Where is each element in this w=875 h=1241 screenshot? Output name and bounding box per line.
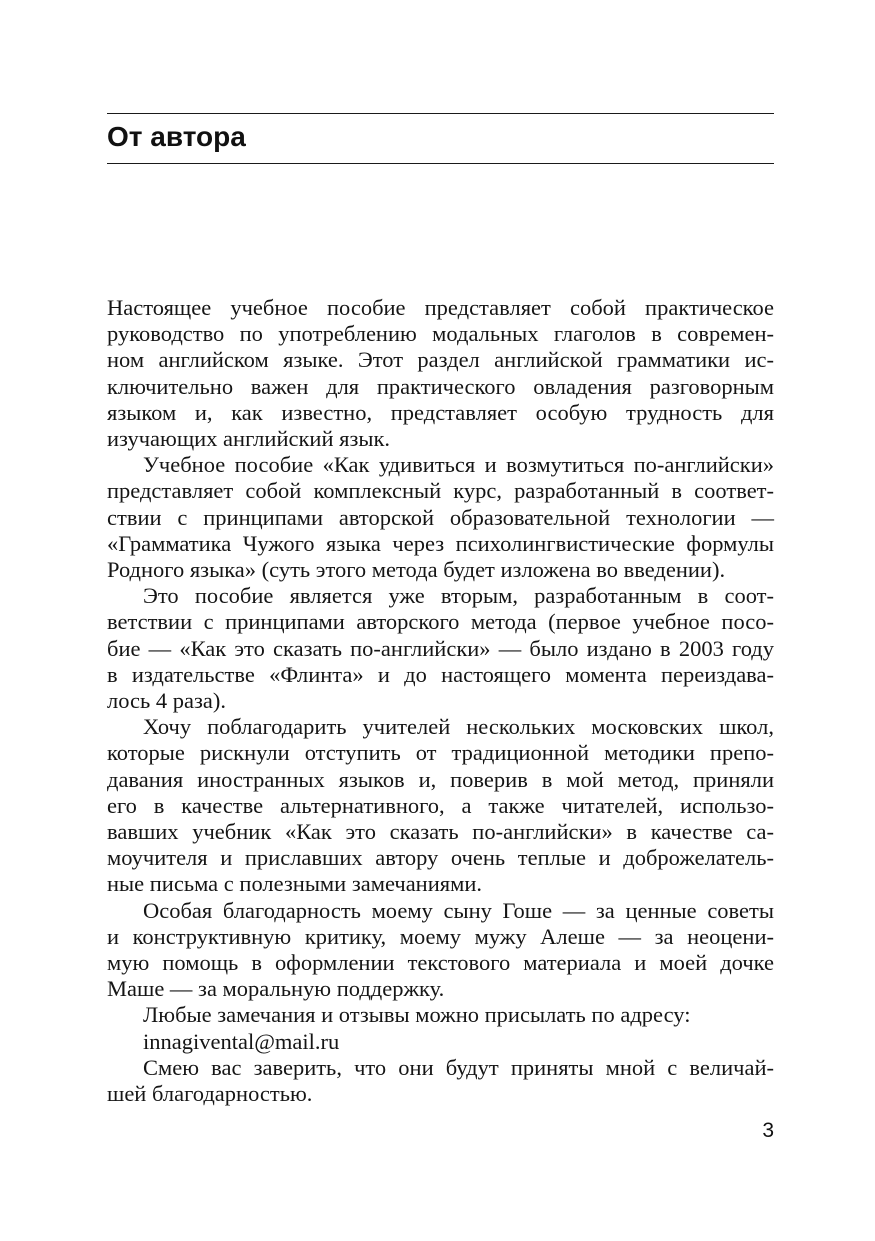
text-line: Это пособие является уже вторым, разработанным в соот-: [143, 583, 774, 609]
header-bottom-rule: [107, 163, 774, 164]
paragraph-second-book: [107, 583, 774, 714]
text-line: мую помощь в оформлении текстового материала и моей дочке: [107, 950, 774, 976]
text-line: лось 4 раза).: [107, 688, 227, 714]
text-line: вавших учебник «Как это сказать по-английски» в качестве са-: [107, 819, 774, 845]
text-line: Родного языка» (суть этого метода будет изложена во введении).: [107, 557, 726, 583]
text-line: шей благодарностью.: [107, 1081, 313, 1107]
contact-email: innagivental@mail.ru: [143, 1028, 340, 1054]
text-line: Любые замечания и отзывы можно присылать по адресу:: [143, 1002, 691, 1028]
text-line: языком и, как известно, представляет особую трудность для: [107, 399, 774, 425]
header-top-rule: [107, 113, 774, 114]
text-line: Учебное пособие «Как удивиться и возмутиться по-английски»: [143, 452, 774, 478]
body-text: [107, 295, 774, 1107]
text-line: ключительно важен для практического овладения разговорным: [107, 373, 774, 399]
text-line: «Грамматика Чужого языка через психолингвистические формулы: [107, 530, 774, 556]
text-line: ветствии с принципами авторского метода (первое учебное посо-: [107, 609, 774, 635]
text-line: ном английском языке. Этот раздел английской грамматики ис-: [107, 347, 774, 373]
text-line: ствии с принципами авторской образовательной технологии —: [107, 504, 774, 530]
text-line: руководство по употреблению модальных глаголов в современ-: [107, 321, 774, 347]
page-number: 3: [762, 1119, 774, 1142]
text-line: ные письма с полезными замечаниями.: [107, 871, 483, 897]
text-line: и конструктивную критику, моему мужу Алеше — за неоцени-: [107, 923, 774, 949]
text-line: давания иностранных языков и, поверив в мой метод, приняли: [107, 766, 774, 792]
text-line: его в качестве альтернативного, а также читателей, использо-: [107, 792, 774, 818]
paragraph-thanks-family: [107, 898, 774, 1003]
paragraph-contact: [107, 1002, 774, 1054]
text-line: представляет собой комплексный курс, разработанный в соответ-: [107, 478, 774, 504]
paragraph-intro: [107, 295, 774, 452]
text-line: Смею вас заверить, что они будут приняты мной с величай-: [143, 1054, 774, 1080]
text-line: изучающих английский язык.: [107, 426, 391, 452]
text-line: которые рискнули отступить от традиционной методики препо-: [107, 740, 774, 766]
text-line: Особая благодарность моему сыну Гоше — за ценные советы: [143, 897, 774, 923]
text-line: Настоящее учебное пособие представляет собой практическое: [107, 295, 774, 320]
page-title: От автора: [107, 121, 246, 152]
text-line: бие — «Как это сказать по-английски» — было издано в 2003 году: [107, 635, 774, 661]
paragraph-thanks-teachers: [107, 714, 774, 897]
text-line: Хочу поблагодарить учителей нескольких московских школ,: [143, 714, 774, 740]
text-line: моучителя и приславших автору очень теплые и доброжелатель-: [107, 845, 774, 871]
paragraph-closing: [107, 1055, 774, 1107]
text-line: Маше — за моральную поддержку.: [107, 976, 445, 1002]
text-line: в издательстве «Флинта» и до настоящего момента переиздава-: [107, 661, 774, 687]
paragraph-course-description: [107, 452, 774, 583]
